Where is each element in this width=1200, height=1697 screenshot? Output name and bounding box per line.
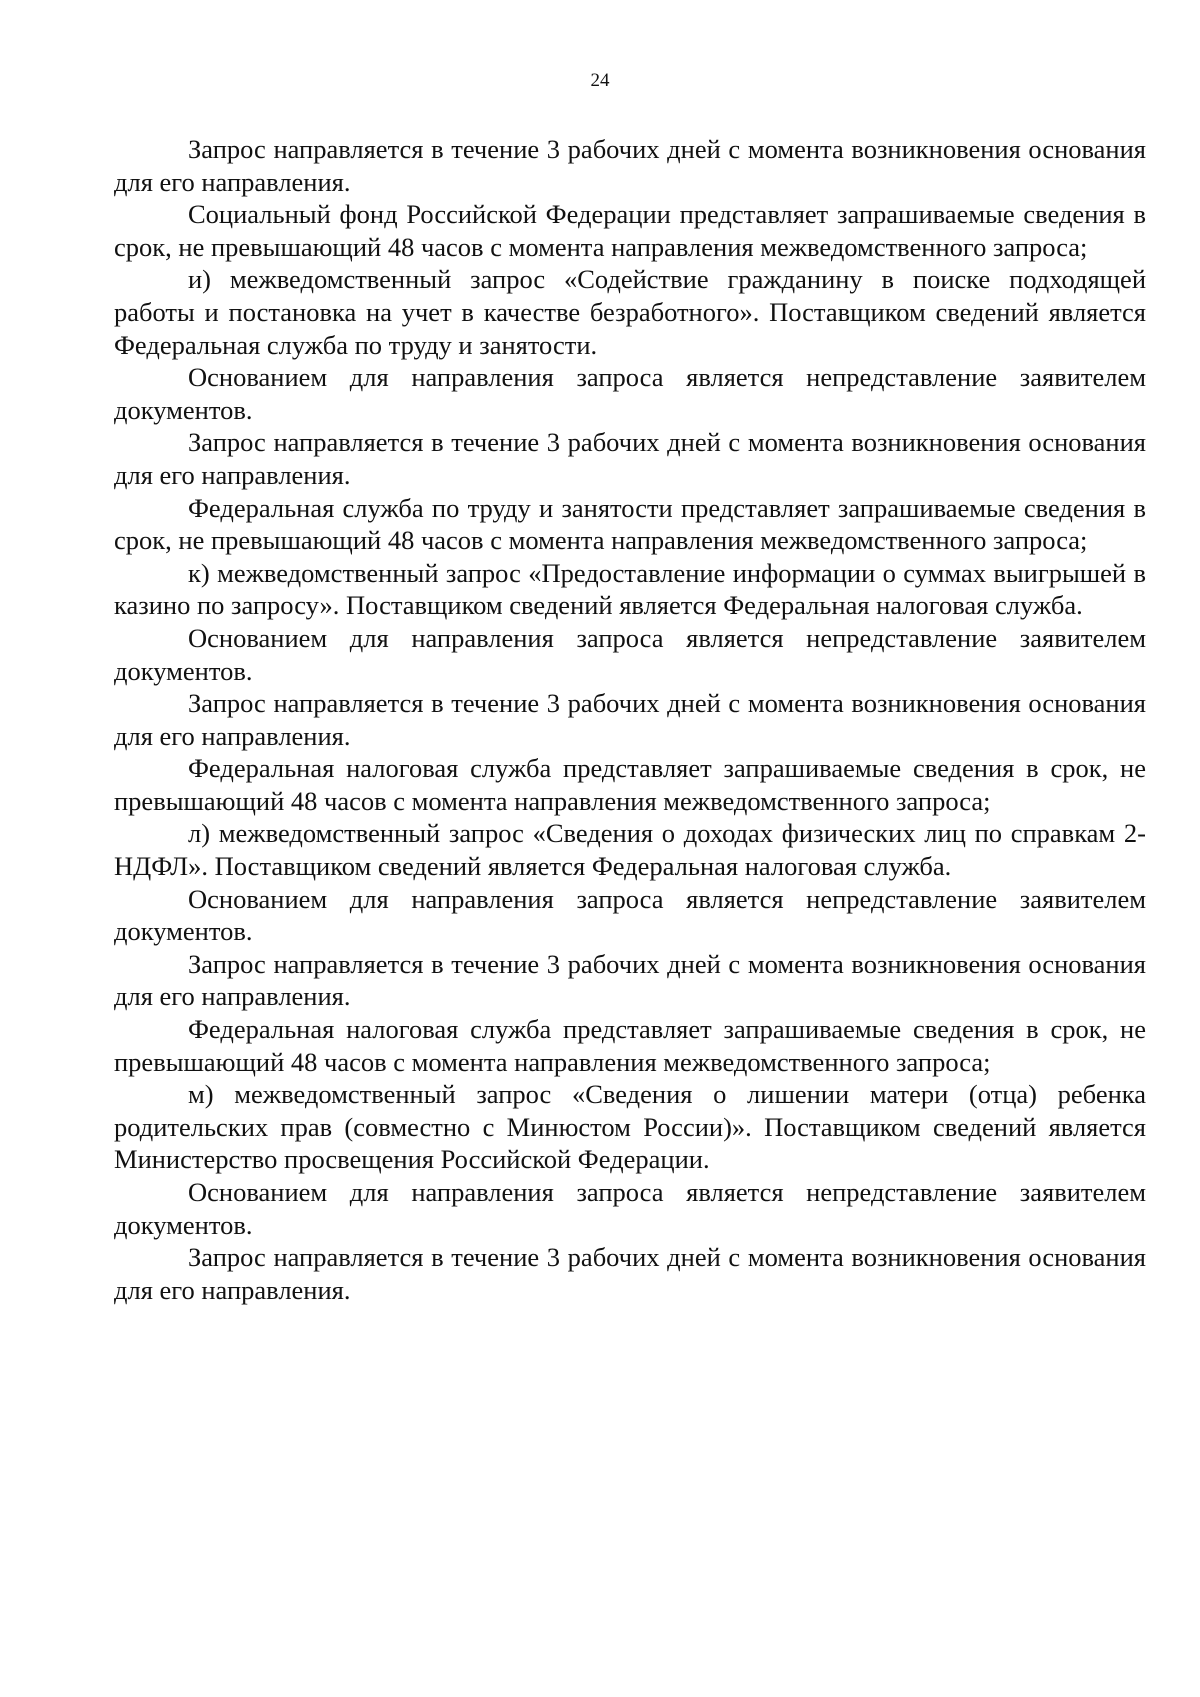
paragraph-request-timing: Запрос направляется в течение 3 рабочих дней с момента возникновения основания для его направления. — [114, 688, 1146, 751]
paragraph-item-i: и) межведомственный запрос «Содействие гражданину в поиске подходящей работы и постановка на учет в качестве безработного». Поставщиком сведений является Федеральная служба по труду и занятости. — [114, 264, 1146, 360]
paragraph-request-timing: Запрос направляется в течение 3 рабочих дней с момента возникновения основания для его направления. — [114, 427, 1146, 490]
paragraph-fns-response: Федеральная налоговая служба представляет запрашиваемые сведения в срок, не превышающий 48 часов с момента направления межведомственного запроса; — [114, 753, 1146, 816]
paragraph-item-k: к) межведомственный запрос «Предоставление информации о суммах выигрышей в казино по запросу». Поставщиком сведений является Федеральная налоговая служба. — [114, 557, 1146, 621]
paragraph-rostrud-response: Федеральная служба по труду и занятости представляет запрашиваемые сведения в срок, не превышающий 48 часов с момента направления межведомственного запроса; — [114, 492, 1146, 556]
paragraph-item-l: л) межведомственный запрос «Сведения о доходах физических лиц по справкам 2-НДФЛ». Поставщиком сведений является Федеральная налоговая служба. — [114, 818, 1146, 882]
paragraph-request-basis: Основанием для направления запроса является непредставление заявителем документов. — [114, 883, 1146, 947]
paragraph-item-m: м) межведомственный запрос «Сведения о лишении матери (отца) ребенка родительских прав (совместно с Минюстом России)». Поставщиком сведений является Министерство просвещения Российской Федерации. — [114, 1079, 1146, 1175]
paragraph-request-basis: Основанием для направления запроса является непредставление заявителем документов. — [114, 622, 1146, 686]
document-body — [114, 133, 1146, 1306]
paragraph-fns-response: Федеральная налоговая служба представляет запрашиваемые сведения в срок, не превышающий 48 часов с момента направления межведомственного запроса; — [114, 1014, 1146, 1077]
paragraph-request-timing: Запрос направляется в течение 3 рабочих дней с момента возникновения основания для его направления. — [114, 1242, 1146, 1305]
paragraph-sfr-response: Социальный фонд Российской Федерации представляет запрашиваемые сведения в срок, не превышающий 48 часов с момента направления межведомственного запроса; — [114, 199, 1146, 262]
paragraph-request-basis: Основанием для направления запроса является непредставление заявителем документов. — [114, 362, 1146, 425]
paragraph-request-basis: Основанием для направления запроса является непредставление заявителем документов. — [114, 1177, 1146, 1240]
page-number: 24 — [590, 70, 610, 91]
paragraph-request-timing: Запрос направляется в течение 3 рабочих дней с момента возникновения основания для его направления. — [114, 948, 1146, 1012]
paragraph-request-timing: Запрос направляется в течение 3 рабочих дней с момента возникновения основания для его направления. — [114, 134, 1146, 197]
